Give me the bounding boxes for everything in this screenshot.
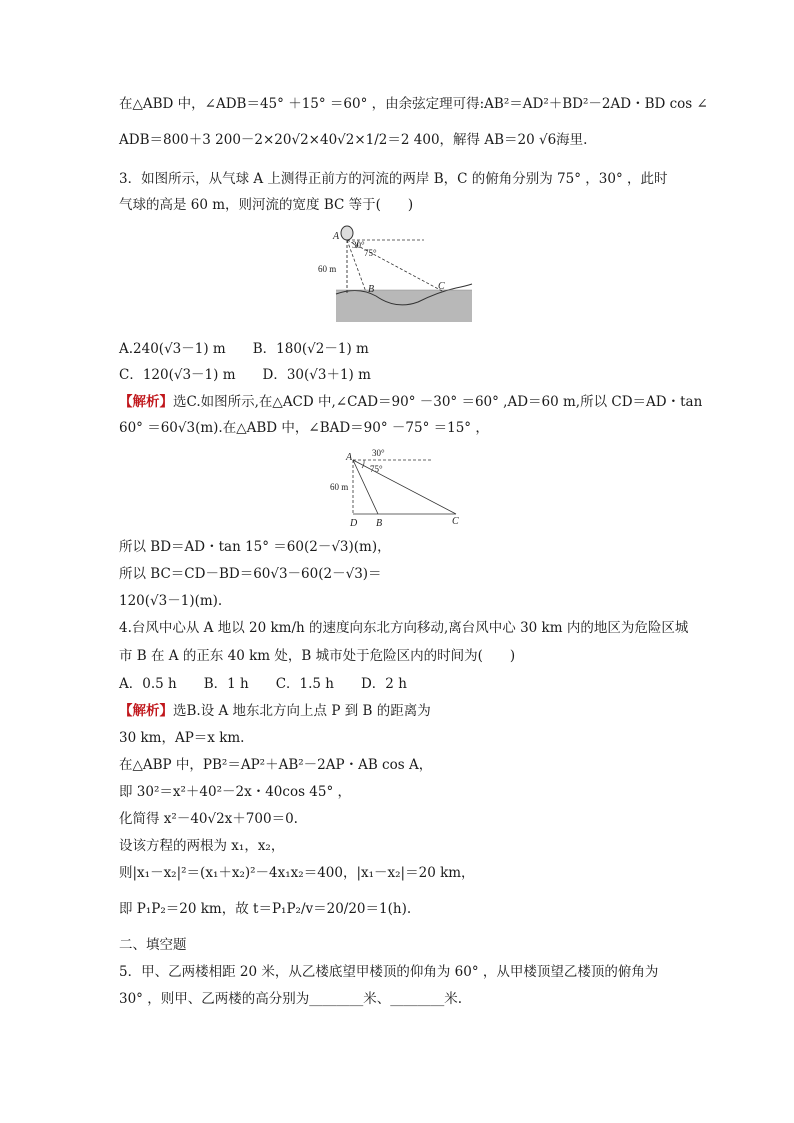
text-line: 则|x₁－x₂|²＝(x₁＋x₂)²－4x₁x₂＝400，|x₁－x₂|＝20 km， xyxy=(119,865,475,881)
text-line: 120(√3－1)(m). xyxy=(119,593,223,609)
label-c: C xyxy=(452,516,459,527)
height-label: 60 m xyxy=(318,264,337,274)
label-a: A xyxy=(333,231,340,242)
question-4: 4.台风中心从 A 地以 20 km/h 的速度向东北方向移动,离台风中心 30 km 内的地区为危险区城 xyxy=(119,620,689,636)
text-line: 设该方程的两根为 x₁，x₂， xyxy=(119,838,285,854)
solution-line: 【解析】选C.如图所示,在△ACD 中,∠CAD＝90° －30° ＝60° ,AD＝60 m,所以 CD＝AD・tan xyxy=(119,394,703,410)
option-line: A.240(√3－1) m B．180(√2－1) m xyxy=(119,341,369,357)
text-line: ADB＝800＋3 200－2×20√2×40√2×1/2＝2 400，解得 AB＝20 √6海里. xyxy=(119,132,588,148)
figure-balloon-river xyxy=(318,222,478,326)
text-line: 即 30²＝x²＋40²－2x・40cos 45° ， xyxy=(119,784,352,800)
label-d: D xyxy=(350,518,358,529)
option-line: C．120(√3－1) m D．30(√3＋1) m xyxy=(119,367,371,383)
question-5: 5．甲、乙两楼相距 20 米，从乙楼底望甲楼顶的仰角为 60° ，从甲楼顶望乙楼顶的俯角为 xyxy=(119,964,659,980)
text-line: 在△ABD 中，∠ADB＝45° ＋15° ＝60° ，由余弦定理可得:AB²＝AD²＋BD²－2AD・BD cos ∠ xyxy=(119,96,708,112)
text-line: 60° ＝60√3(m).在△ABD 中，∠BAD＝90° －75° ＝15° ， xyxy=(119,420,489,436)
option-line: A．0.5 h B．1 h C．1.5 h D．2 h xyxy=(119,676,407,692)
analysis-tag: 【解析】 xyxy=(119,703,173,719)
text-line: 化简得 x²－40√2x＋700＝0. xyxy=(119,811,298,827)
label-b: B xyxy=(376,518,383,529)
height-label: 60 m xyxy=(330,482,349,492)
text-line: 市 B 在 A 的正东 40 km 处，B 城市处于危险区内的时间为( ) xyxy=(119,648,516,664)
label-c: C xyxy=(438,281,445,292)
section-heading: 二、填空题 xyxy=(119,937,187,953)
analysis-tag: 【解析】 xyxy=(119,394,173,410)
text-line: 30 km，AP＝x km. xyxy=(119,730,245,746)
text-line: 即 P₁P₂＝20 km，故 t＝P₁P₂/v＝20/20＝1(h). xyxy=(119,901,412,917)
text-line: 所以 BD＝AD・tan 15° ＝60(2－√3)(m)， xyxy=(119,539,391,555)
text-line: 气球的高是 60 m，则河流的宽度 BC 等于( ) xyxy=(119,197,414,213)
label-a: A xyxy=(346,452,353,463)
text-line: 在△ABP 中，PB²＝AP²＋AB²－2AP・AB cos A， xyxy=(119,757,433,773)
angle-75-label: 75° xyxy=(370,464,383,474)
solution-line: 【解析】选B.设 A 地东北方向上点 P 到 B 的距离为 xyxy=(119,703,431,719)
angle-30-label: 30° xyxy=(372,448,385,458)
line-ac xyxy=(353,460,456,514)
balloon-icon xyxy=(341,226,353,240)
angle-75-label: 75° xyxy=(364,248,377,258)
label-b: B xyxy=(368,284,375,295)
figure-triangle xyxy=(328,446,468,530)
angle-30-label: 30° xyxy=(352,240,365,250)
text-line: 所以 BC＝CD－BD＝60√3－60(2－√3)＝ xyxy=(119,566,382,582)
river-bank-shape xyxy=(336,290,472,322)
text-line: 30° ，则甲、乙两楼的高分别为________米、________米. xyxy=(119,991,463,1007)
question-3: 3．如图所示，从气球 A 上测得正前方的河流的两岸 B，C 的俯角分别为 75° ，30° ，此时 xyxy=(119,171,668,187)
